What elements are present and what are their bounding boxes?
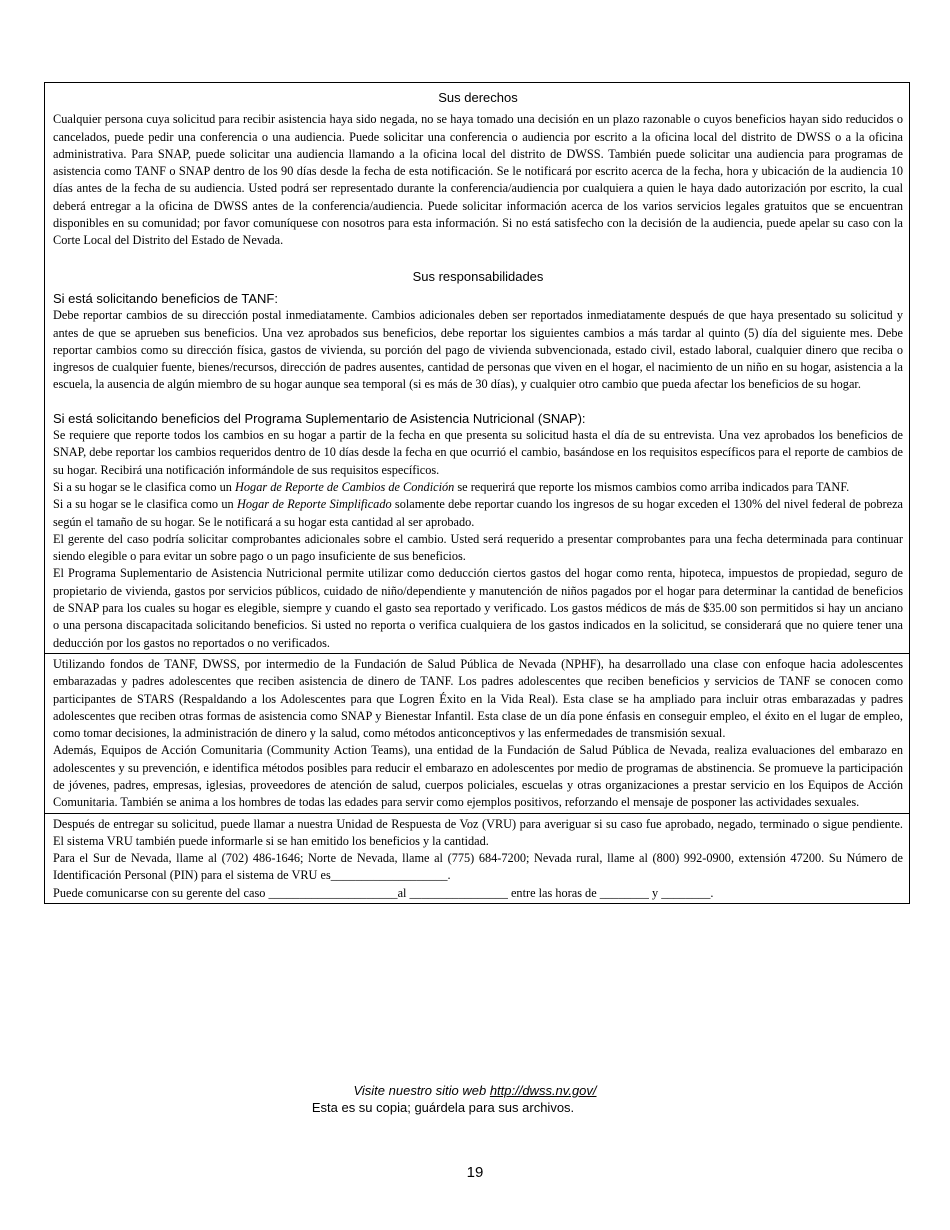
simplified-household-term: Hogar de Reporte Simplificado [236, 497, 392, 512]
tanf-text: Debe reportar cambios de su dirección postal inmediatamente. Cambios adicionales deben ser reportados inmediatamente después de que haya presentado su solicitud y antes de que se aprueben sus beneficios. Una vez aprobados sus beneficios, debe reportar los siguientes cambios a más tardar al quinto (5) día del siguiente mes. Debe reportar cambios como su dirección física, gastos de vivienda, su porción del pago de vivienda subvencionada, estado civil, estado laboral, cualquier dinero que reciba o ingresos de cualquier fuente, bienes/recursos, dirección de padres ausentes, cantidad de personas que viven en el hogar, el nacimiento de un niño en su hogar, asistencia a la escuela, la ausencia de algún miembro de su hogar aunque sea temporal (si es más de 30 días), y cualquier otro cambio que pueda afectar los beneficios de su hogar. [53, 308, 903, 392]
vru-section [45, 813, 909, 903]
vru-phones: Para el Sur de Nevada, llame al (702) 486-1646; Norte de Nevada, llame al (775) 684-7200; Nevada rural, llame al (800) 992-0900, extensión 47200. Su Número de Identificación Personal (PIN) para el sistema de VRU es___________________. [53, 851, 903, 883]
deduction-text: El Programa Suplementario de Asistencia Nutricional permite utilizar como deducción ciertos gastos del hogar como renta, hipoteca, impuestos de propiedad, seguro de propietario de vivienda, gastos por servicios públicos, cuidado de niño/dependiente y manutención de niños pagados por el hogar para determinar la cantidad de beneficios de SNAP para los cuales su hogar es elegible, siempre y cuando el gasto sea reportado y verificado. Los gastos médicos de más de $35.00 son permitidos si hay un anciano o una persona discapacitada solicitando beneficios. Si usted no reporta o verifica cualquiera de los gastos indicados en la solicitud, se considerará que no quiere tener una deducción por los gastos no reportados o no verificados. [53, 566, 903, 650]
community-teams-text: Además, Equipos de Acción Comunitaria (Community Action Teams), una entidad de la Fundación de Salud Pública de Nevada, realiza evaluaciones del embarazo en adolescentes y su prevención, e identifica métodos posibles para reducir el embarazo en adolescentes por medio de programas de abstinencia. Se promueve la participación de jóvenes, padres, empresas, iglesias, proveedores de atención de salud, cuerpos policiales, escuelas y otras organizaciones a prestar servicio en los Equipos de Acción Comunitaria. También se anima a los hombres de todas las edades para servir como ejemplos positivos, reforzando el mensaje de posponer las actividades sexuales. [53, 743, 903, 810]
website-link[interactable]: http://dwss.nv.gov/ [489, 1083, 597, 1098]
copy-notice: Esta es su copia; guárdela para sus archivos. [311, 1100, 575, 1115]
vru-text: Después de entregar su solicitud, puede llamar a nuestra Unidad de Respuesta de Voz (VRU) para averiguar si su caso fue aprobado, negado, terminado o sigue pendiente. El sistema VRU también puede informarle si se han emitido los beneficios y la cantidad. [53, 816, 903, 848]
manager-text: El gerente del caso podría solicitar comprobantes adicionales sobre el cambio. Usted será requerido a presentar comprobantes para una fecha determinada para continuar siendo elegible o para evitar un sobre pago o un pago insuficiente de sus beneficios. [53, 531, 903, 564]
case-manager-contact: Puede comunicarse con su gerente del caso _____________________al ________________ entre las horas de ________ y ________. [53, 885, 714, 900]
stars-text: Utilizando fondos de TANF, DWSS, por intermedio de la Fundación de Salud Pública de Nevada (NPHF), ha desarrollado una clase con enfoque hacia adolescentes embarazadas y padres adolescentes que reciben asistencia de dinero de TANF. Los padres adolescentes que reciben beneficios y servicios de TANF se conocen como participantes de STARS (Respaldando a los Adolescentes para que Logren Éxito en la Vida Real). Esta clase se ha ampliado para incluir otras embarazadas y padres adolescentes que reciben otras formas de asistencia como SNAP y Bienestar Infantil. Esta clase de un día pone énfasis en conseguir empleo, el éxito en el lugar de empleo, como tomar decisiones, la administración de dinero y la salud, como métodos anticonceptivos y las enfermedades de transmisión sexual. [53, 656, 903, 741]
page-number: 19 [466, 1164, 484, 1181]
condition-paragraph: Si a su hogar se le clasifica como un Hogar de Reporte de Cambios de Condición se requerirá que reporte los mismos cambios como arriba indicados para TANF. [53, 479, 850, 494]
rights-title: Sus derechos [438, 90, 518, 105]
condition-household-term: Hogar de Reporte de Cambios de Condición [235, 479, 455, 494]
simplified-paragraph: Si a su hogar se le clasifica como un Hogar de Reporte Simplificado solamente debe reportar cuando los ingresos de su hogar exceden el 130% del nivel federal de pobreza según el tamaño de su hogar. Se le notificará a su hogar esta cantidad al ser aprobado. [53, 497, 904, 529]
tanf-heading: Si está solicitando beneficios de TANF: [53, 290, 278, 306]
stars-section [45, 653, 909, 813]
snap-text: Se requiere que reporte todos los cambios en su hogar a partir de la fecha en que presenta su solicitud hasta el día de su entrevista. Una vez aprobados los beneficios de SNAP, debe reportar los cambios requeridos dentro de 10 días desde la fecha en que ocurrió el cambio, basándose en los requisitos específicos para el reporte de cambios de su hogar. Recibirá una notificación informándole de sus requisitos específicos. [53, 428, 903, 477]
rights-section [45, 83, 909, 653]
responsibilities-title: Sus responsabilidades [412, 268, 544, 284]
website-line: Visite nuestro sitio web http://dwss.nv.gov/ [353, 1083, 597, 1098]
snap-heading: Si está solicitando beneficios del Programa Suplementario de Asistencia Nutricional (SNAP): [53, 410, 586, 426]
notice-box [44, 82, 910, 904]
rights-text: Cualquier persona cuya solicitud para recibir asistencia haya sido negada, no se haya tomado una decisión en un plazo razonable o cuyos beneficios hayan sido reducidos o cancelados, puede pedir una conferencia o una audiencia. Puede solicitar una conferencia o audiencia por escrito a la oficina local del distrito de DWSS o a la oficina administrativa. Para SNAP, puede solicitar una audiencia llamando a la oficina local del distrito de DWSS. También puede solicitar una audiencia para programas de asistencia como TANF o SNAP dentro de los 90 días desde la fecha de esta notificación. Se le notificará por escrito acerca de la fecha, hora y ubicación de la audiencia 10 días antes de la fecha de su audiencia. Usted podrá ser representado durante la conferencia/audiencia por cualquiera a quien le haya dado autorización por escrito, la cual deberá entregar a la oficina de DWSS antes de la conferencia/audiencia. Puede solicitar información acerca de los varios servicios legales gratuitos que se encuentran disponibles en su comunidad; por favor comuníquese con nosotros para esta información. Si no está satisfecho con la decisión de la audiencia, puede apelar su caso con la Corte Local del Distrito del Estado de Nevada. [53, 112, 903, 248]
